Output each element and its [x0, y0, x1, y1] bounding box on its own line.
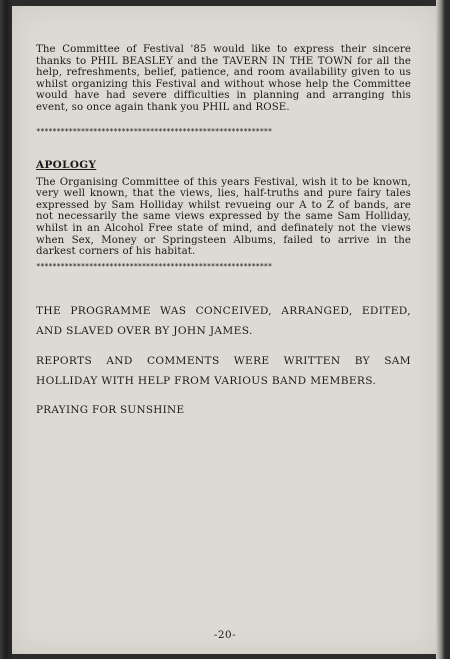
thanks-paragraph: The Committee of Festival '85 would like to express their sincere thanks to PHIL BEASLEY and the TAVERN IN THE TOWN for all the help, refreshments, belief, patience, and room availability given to us whilst organizing this Festival and without whose help the Committee would have had severe difficulties in planning and arranging this event, so once again thank you PHIL and ROSE. [36, 44, 411, 113]
asterisk-divider-top: ********************************************************** [36, 126, 272, 136]
apology-paragraph: The Organising Committee of this years Festival, wish it to be known, very well known, that the views, lies, half-truths and pure fairy tales expressed by Sam Holliday whilst revueing our A to Z of bands, are not necessarily the same views expressed by the same Sam Holliday, whilst in an Alcohol Free state of mind, and definately not the views when Sex, Money or Springsteen Albums, failed to arrive in the darkest corners of his habitat. [36, 176, 411, 258]
page-number: -20- [213, 629, 237, 641]
programme-credit: THE PROGRAMME WAS CONCEIVED, ARRANGED, EDITED, AND SLAVED OVER BY JOHN JAMES. [36, 304, 411, 337]
asterisk-divider-bottom: ********************************************************** [36, 261, 272, 271]
reports-credit: REPORTS AND COMMENTS WERE WRITTEN BY SAM HOLLIDAY WITH HELP FROM VARIOUS BAND MEMBERS. [36, 354, 411, 387]
closing-line: PRAYING FOR SUNSHINE [36, 403, 185, 416]
apology-heading: APOLOGY [36, 158, 97, 171]
page-edge-shadow [436, 0, 450, 659]
page-content [36, 44, 411, 420]
